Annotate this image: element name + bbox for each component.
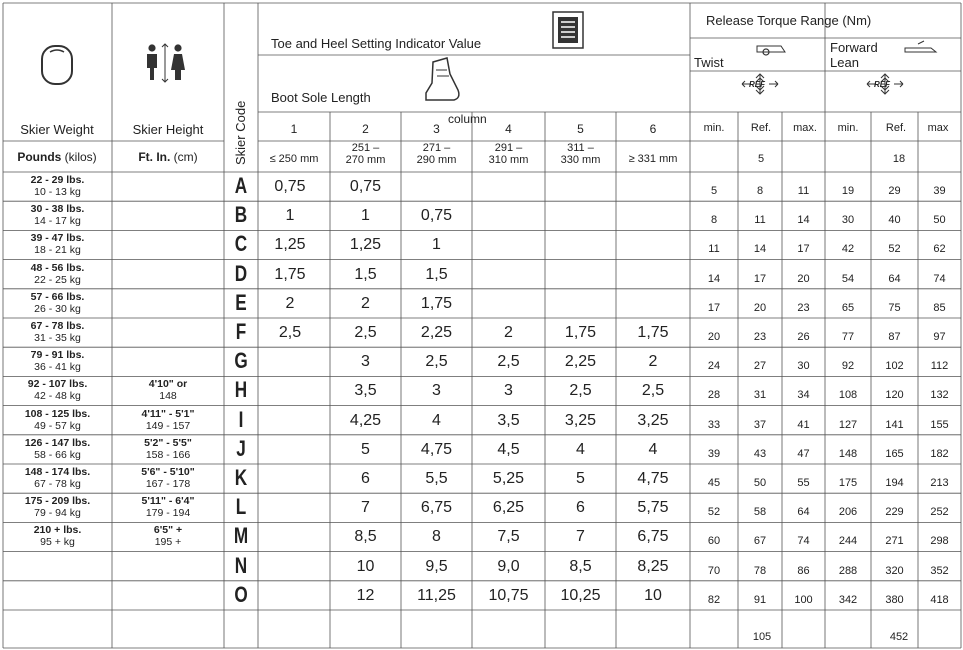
skier-code: N xyxy=(234,552,248,578)
indicator-value: 2 xyxy=(361,294,370,312)
height-ft: 4'11" - 5'1" xyxy=(141,407,195,420)
indicator-value: 6,25 xyxy=(492,499,525,517)
height-cm: 158 - 166 xyxy=(145,448,191,461)
weight-lbs: 57 - 66 lbs. xyxy=(30,290,85,303)
indicator-value: 1,75 xyxy=(637,324,669,341)
twist-torque-value: 34 xyxy=(797,389,810,402)
indicator-value: 1 xyxy=(432,236,441,254)
lean-torque-value: 288 xyxy=(838,564,858,577)
lean-torque-value: 194 xyxy=(885,477,904,489)
lean-top-ref: 18 xyxy=(892,153,906,165)
column-number: 2 xyxy=(362,122,369,136)
indicator-value: 0,75 xyxy=(420,207,453,225)
twist-torque-value: 39 xyxy=(707,447,721,460)
twist-torque-value: 70 xyxy=(707,564,721,577)
twist-torque-value: 20 xyxy=(707,331,721,343)
indicator-value: 10 xyxy=(356,557,375,575)
column-range: 311 – xyxy=(567,142,594,154)
indicator-value: 9,0 xyxy=(497,557,520,575)
column-range: 310 mm xyxy=(488,154,529,166)
indicator-value: 1,75 xyxy=(564,324,597,341)
column-range: 291 – xyxy=(494,142,523,154)
height-ft: 5'2" - 5'5" xyxy=(144,436,192,449)
lean-torque-value: 65 xyxy=(841,301,855,314)
lean-torque-value: 40 xyxy=(888,214,901,227)
indicator-value: 1,5 xyxy=(354,265,377,283)
weight-kg: 42 - 48 kg xyxy=(34,390,81,403)
lean-torque-value: 42 xyxy=(841,243,855,256)
height-icon xyxy=(147,44,185,82)
lean-torque-value: 148 xyxy=(838,447,858,460)
weight-kg: 67 - 78 kg xyxy=(34,478,81,490)
lean-torque-value: 54 xyxy=(841,272,855,285)
indicator-value: 5,5 xyxy=(425,470,448,487)
cm-label: (cm) xyxy=(173,150,198,164)
indicator-value: 1,5 xyxy=(425,265,448,283)
indicator-value: 4 xyxy=(576,440,585,458)
twist-torque-value: 50 xyxy=(753,477,767,489)
indicator-value: 5 xyxy=(576,470,585,487)
height-ft: 5'6" - 5'10" xyxy=(141,466,195,478)
indicator-value: 2 xyxy=(648,353,658,371)
twist-torque-value: 91 xyxy=(753,593,767,606)
weight-kg: 58 - 66 kg xyxy=(34,448,81,461)
pounds-label: Pounds xyxy=(17,150,62,164)
lean-torque-value: 87 xyxy=(888,331,901,343)
twist-torque-value: 8 xyxy=(710,214,718,227)
scale-icon xyxy=(42,46,72,84)
lean-torque-value: 92 xyxy=(841,360,855,373)
column-range: ≥ 331 mm xyxy=(628,153,678,165)
twist-torque-value: 60 xyxy=(707,535,721,548)
lean-ref-header: Ref. xyxy=(885,122,907,134)
twist-torque-value: 45 xyxy=(707,477,721,489)
twist-torque-value: 37 xyxy=(753,418,767,431)
weight-lbs: 48 - 56 lbs. xyxy=(30,261,85,274)
indicator-value: 3,5 xyxy=(354,382,377,400)
lean-torque-value: 175 xyxy=(838,477,858,489)
lean-torque-value: 52 xyxy=(888,243,901,256)
skier-code: F xyxy=(235,319,247,344)
twist-torque-value: 11 xyxy=(708,243,720,256)
twist-torque-value: 55 xyxy=(797,477,810,489)
lean-torque-value: 229 xyxy=(885,506,904,519)
lean-torque-value: 418 xyxy=(930,593,949,606)
twist-torque-value: 27 xyxy=(753,360,767,373)
lean-torque-value: 380 xyxy=(885,593,904,606)
lean-torque-value: 206 xyxy=(838,506,858,519)
height-cm: 179 - 194 xyxy=(145,507,191,520)
skier-weight-header: Skier Weight xyxy=(20,122,94,137)
height-cm: 148 xyxy=(159,390,177,403)
lean-torque-value: 320 xyxy=(885,564,904,577)
lean-torque-value: 127 xyxy=(838,418,858,431)
lean-torque-value: 271 xyxy=(885,535,904,548)
lean-min-header: min. xyxy=(837,122,859,134)
indicator-value: 3,25 xyxy=(637,411,669,429)
indicator-value: 1 xyxy=(285,207,295,225)
lean-torque-value: 252 xyxy=(930,506,949,519)
lean-torque-value: 50 xyxy=(933,214,946,227)
height-cm: 167 - 178 xyxy=(145,478,191,490)
twist-torque-value: 17 xyxy=(753,272,767,285)
twist-torque-value: 14 xyxy=(753,243,767,256)
twist-torque-value: 52 xyxy=(707,506,721,519)
lean-torque-value: 64 xyxy=(888,272,901,285)
twist-binding-icon xyxy=(757,46,785,55)
twist-torque-value: 23 xyxy=(797,301,810,314)
indicator-value: 10,25 xyxy=(560,586,601,604)
indicator-value: 2,5 xyxy=(278,324,302,341)
skier-code: A xyxy=(234,173,248,198)
twist-torque-value: 74 xyxy=(797,535,810,548)
indicator-value: 3 xyxy=(361,353,370,371)
twist-torque-value: 20 xyxy=(753,301,767,314)
column-number: 5 xyxy=(577,122,584,136)
weight-kg: 79 - 94 kg xyxy=(34,507,81,520)
lean-torque-value: 213 xyxy=(930,477,949,489)
indicator-value: 1 xyxy=(361,207,370,225)
twist-torque-value: 43 xyxy=(753,447,767,460)
weight-lbs: 175 - 209 lbs. xyxy=(24,495,91,508)
lean-torque-value: 132 xyxy=(930,389,949,402)
indicator-title: Toe and Heel Setting Indicator Value xyxy=(271,36,482,51)
twist-torque-value: 11 xyxy=(754,214,766,227)
indicator-value: 1,75 xyxy=(420,294,453,312)
indicator-value: 4 xyxy=(648,440,658,458)
column-range: 271 – xyxy=(422,142,451,154)
weight-lbs: 67 - 78 lbs. xyxy=(30,320,85,332)
lean-binding-icon xyxy=(905,41,936,52)
height-ft: 5'11" - 6'4" xyxy=(141,495,195,508)
twist-torque-value: 17 xyxy=(797,243,810,256)
indicator-value: 2,5 xyxy=(425,353,448,371)
twist-torque-value: 20 xyxy=(797,272,810,285)
indicator-value: 7 xyxy=(361,499,370,517)
height-cm: 195 + xyxy=(154,536,182,549)
weight-lbs: 126 - 147 lbs. xyxy=(24,436,91,449)
column-range: ≤ 250 mm xyxy=(269,153,319,165)
twist-torque-value: 33 xyxy=(707,418,721,431)
twist-torque-value: 5 xyxy=(710,185,718,197)
skier-code: J xyxy=(236,435,246,461)
lean-torque-value: 85 xyxy=(933,301,946,314)
indicator-value: 6,75 xyxy=(420,499,453,517)
twist-torque-value: 11 xyxy=(797,185,810,197)
weight-kg: 10 - 13 kg xyxy=(34,186,81,198)
skier-code: C xyxy=(234,231,248,257)
twist-bottom-ref: 105 xyxy=(752,631,772,643)
twist-torque-value: 78 xyxy=(753,564,767,577)
height-ft: 6'5" + xyxy=(153,524,183,537)
weight-kg: 14 - 17 kg xyxy=(34,215,81,228)
twist-torque-value: 100 xyxy=(794,593,813,606)
weight-kg: 95 + kg xyxy=(40,536,75,549)
lean-torque-value: 120 xyxy=(885,389,904,402)
weight-lbs: 39 - 47 lbs. xyxy=(30,232,85,245)
indicator-value: 2 xyxy=(504,324,513,341)
indicator-value: 12 xyxy=(356,586,375,604)
lean-torque-value: 30 xyxy=(841,214,855,227)
indicator-value: 7 xyxy=(576,528,585,546)
skier-code: D xyxy=(234,260,248,286)
lean-torque-value: 342 xyxy=(838,593,858,606)
twist-torque-value: 58 xyxy=(753,506,767,519)
twist-torque-value: 64 xyxy=(797,506,810,519)
indicator-value: 5,25 xyxy=(492,470,525,487)
indicator-value: 6 xyxy=(576,499,585,517)
weight-lbs: 92 - 107 lbs. xyxy=(27,378,88,391)
ft-cm-header xyxy=(138,151,197,163)
indicator-value: 2,25 xyxy=(564,353,597,371)
indicator-value: 4,75 xyxy=(420,440,453,458)
lean-torque-value: 97 xyxy=(933,331,946,343)
lean-torque-value: 112 xyxy=(930,360,949,373)
indicator-value: 9,5 xyxy=(425,557,448,575)
column-range: 330 mm xyxy=(560,154,601,166)
column-range: 270 mm xyxy=(345,154,386,166)
indicator-value: 5 xyxy=(361,440,370,458)
indicator-value: 10,75 xyxy=(488,586,529,604)
lean-max-header: max xyxy=(927,122,949,134)
weight-lbs: 210 + lbs. xyxy=(33,524,82,537)
indicator-value: 11,25 xyxy=(417,586,456,604)
lean-bottom-ref: 452 xyxy=(889,631,909,643)
lean-torque-value: 77 xyxy=(841,331,855,343)
skier-code: M xyxy=(233,523,249,549)
twist-min-header: min. xyxy=(703,122,725,134)
weight-lbs: 148 - 174 lbs. xyxy=(24,466,91,478)
lean-ref-symbol: REF xyxy=(874,80,890,89)
lean-torque-value: 155 xyxy=(930,418,949,431)
twist-torque-value: 14 xyxy=(707,272,721,285)
indicator-value: 1,25 xyxy=(274,236,306,254)
indicator-value: 5,75 xyxy=(637,499,669,517)
indicator-value: 10 xyxy=(644,586,662,604)
twist-torque-value: 82 xyxy=(707,593,721,606)
lean-torque-value: 108 xyxy=(838,389,858,402)
lean-torque-value: 75 xyxy=(888,301,901,314)
height-ft: 4'10" or xyxy=(148,378,188,391)
ft-in-label: Ft. In. xyxy=(138,150,171,164)
indicator-value: 3 xyxy=(432,382,441,400)
weight-kg: 31 - 35 kg xyxy=(34,332,81,344)
lean-torque-value: 74 xyxy=(933,272,946,285)
indicator-icon xyxy=(553,12,583,48)
twist-torque-value: 30 xyxy=(797,360,810,373)
twist-torque-value: 28 xyxy=(707,389,721,402)
lean-torque-value: 39 xyxy=(933,185,946,197)
lean-torque-value: 29 xyxy=(888,185,901,197)
twist-torque-value: 26 xyxy=(797,331,810,343)
lean-torque-value: 141 xyxy=(885,418,904,431)
skier-code: O xyxy=(234,581,248,607)
indicator-value: 2,5 xyxy=(569,382,592,400)
indicator-value: 2,5 xyxy=(641,382,665,400)
twist-torque-value: 23 xyxy=(753,331,767,343)
lean-torque-value: 182 xyxy=(930,447,949,460)
lean-torque-value: 298 xyxy=(930,535,949,548)
skier-code: I xyxy=(238,406,244,432)
indicator-value: 7,5 xyxy=(497,528,520,546)
lean-torque-value: 62 xyxy=(933,243,946,256)
indicator-value: 8,5 xyxy=(569,557,592,575)
twist-torque-value: 86 xyxy=(797,564,810,577)
indicator-value: 2 xyxy=(285,294,295,312)
indicator-value: 0,75 xyxy=(274,178,306,195)
weight-lbs: 22 - 29 lbs. xyxy=(30,174,85,186)
twist-max-header: max. xyxy=(793,122,817,134)
skier-code: E xyxy=(235,289,247,315)
weight-kg: 36 - 41 kg xyxy=(34,361,81,374)
forward-label: Forward xyxy=(830,40,878,55)
lean-torque-value: 165 xyxy=(885,447,904,460)
weight-kg: 49 - 57 kg xyxy=(34,419,81,432)
twist-torque-value: 67 xyxy=(753,535,767,548)
column-number: 1 xyxy=(290,122,298,136)
indicator-value: 4 xyxy=(432,411,441,429)
column-range: 290 mm xyxy=(416,154,457,166)
indicator-value: 6 xyxy=(361,470,370,487)
indicator-value: 4,75 xyxy=(637,470,669,487)
twist-top-ref: 5 xyxy=(757,153,765,165)
weight-lbs: 79 - 91 lbs. xyxy=(30,349,85,362)
indicator-value: 3,5 xyxy=(497,411,520,429)
ski-boot-icon xyxy=(426,58,459,100)
weight-kg: 26 - 30 kg xyxy=(34,302,81,315)
column-label: column xyxy=(448,112,487,126)
indicator-value: 8,5 xyxy=(354,528,377,546)
weight-lbs: 30 - 38 lbs. xyxy=(30,203,85,216)
twist-torque-value: 17 xyxy=(707,301,721,314)
twist-torque-value: 8 xyxy=(756,185,764,197)
indicator-value: 2,5 xyxy=(354,324,377,341)
indicator-value: 3 xyxy=(504,382,513,400)
pounds-kilos-header xyxy=(17,151,96,163)
lean-torque-value: 19 xyxy=(841,185,855,197)
lean-torque-value: 244 xyxy=(838,535,858,548)
skier-code: L xyxy=(235,494,247,520)
release-torque-title: Release Torque Range (Nm) xyxy=(706,13,872,28)
indicator-value: 4,25 xyxy=(349,411,382,429)
lean-label: Lean xyxy=(830,55,859,70)
kilos-label: (kilos) xyxy=(64,150,97,164)
lean-torque-value: 102 xyxy=(885,360,904,373)
weight-kg: 18 - 21 kg xyxy=(34,244,81,257)
indicator-value: 8 xyxy=(432,528,441,546)
indicator-value: 6,75 xyxy=(637,528,669,546)
skier-code: K xyxy=(234,465,248,490)
twist-torque-value: 14 xyxy=(797,214,810,227)
twist-torque-value: 24 xyxy=(707,360,721,373)
skier-code: B xyxy=(234,202,248,228)
indicator-value: 2,5 xyxy=(497,353,520,371)
indicator-value: 1,75 xyxy=(274,265,306,283)
boot-sole-length-label: Boot Sole Length xyxy=(271,90,371,105)
skier-code-header: Skier Code xyxy=(233,100,248,165)
column-number: 3 xyxy=(433,122,440,136)
indicator-value: 1,25 xyxy=(349,236,382,254)
twist-torque-value: 31 xyxy=(753,389,767,402)
skier-code: H xyxy=(234,377,248,403)
indicator-value: 2,25 xyxy=(420,324,453,341)
twist-label: Twist xyxy=(694,55,724,70)
twist-torque-value: 47 xyxy=(797,447,810,460)
weight-kg: 22 - 25 kg xyxy=(34,273,81,286)
weight-lbs: 108 - 125 lbs. xyxy=(24,407,91,420)
indicator-value: 0,75 xyxy=(349,178,382,195)
skier-height-header: Skier Height xyxy=(132,122,204,137)
column-number: 6 xyxy=(649,122,657,136)
twist-ref-header: Ref. xyxy=(750,122,772,134)
column-number: 4 xyxy=(505,122,512,136)
lean-torque-value: 352 xyxy=(930,564,949,577)
indicator-value: 4,5 xyxy=(497,440,520,458)
indicator-value: 8,25 xyxy=(637,557,669,575)
height-cm: 149 - 157 xyxy=(145,419,191,432)
twist-torque-value: 41 xyxy=(797,418,810,431)
twist-ref-symbol: REF xyxy=(749,80,765,89)
skier-code: G xyxy=(234,348,248,374)
indicator-value: 3,25 xyxy=(564,411,597,429)
column-range: 251 – xyxy=(351,142,380,154)
